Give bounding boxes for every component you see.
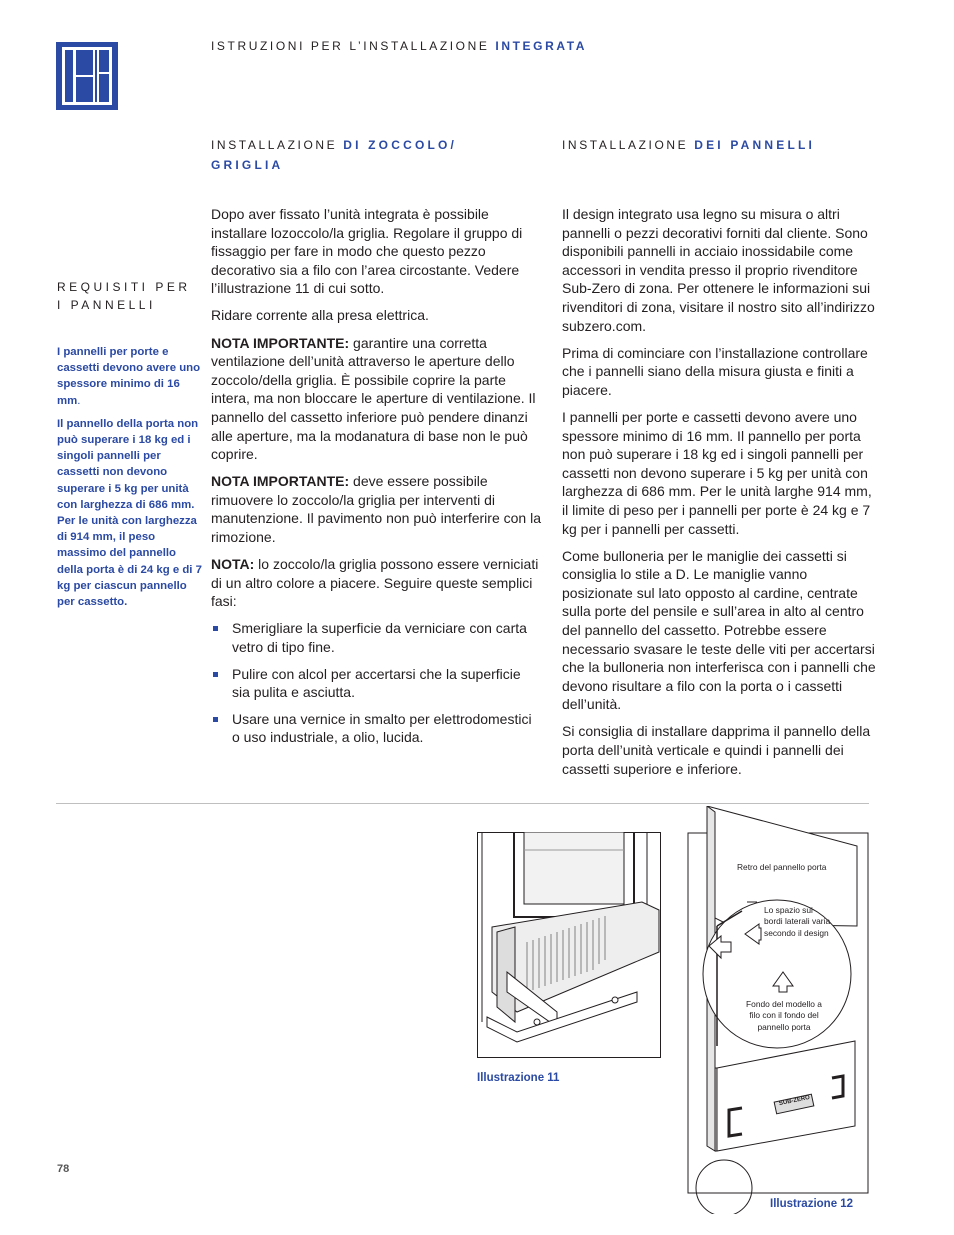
- column-pannelli: [562, 205, 880, 787]
- sidebar-note-paragraph: Il pannello della porta non può superare i 18 kg ed i singoli pannelli per cassetti non devono superare i 5 kg per unità con larghezza di 686 mm. Per le unità con larghezza di 914 mm, il peso massimo del pannello della porta è di 24 kg e di 7 kg per ciascun pannello per cassetto.: [57, 417, 202, 609]
- sidebar-heading-line: I PANNELLI: [57, 298, 156, 312]
- body-paragraph: I pannelli per porte e cassetti devono avere uno spessore minimo di 16 mm. Il pannello per porta non può superare i 18 kg ed i singoli pannelli per cassetti non devono superare i 5 kg per unità con larghezza di 686 mm. Per le unità larghe 914 mm, il limite di peso per i pannelli per porte è 24 kg e 7 kg per i pannelli per cassetti.: [562, 408, 872, 537]
- note-label: NOTA IMPORTANTE:: [211, 473, 350, 490]
- grille-installation-drawing: [477, 832, 661, 1059]
- list-item: Pulire con alcol per accertarsi che la superficie sia pulita e asciutta.: [211, 665, 541, 702]
- label-bottom-flush: Fondo del modello a filo con il fondo del pannello porta: [746, 999, 822, 1032]
- body-paragraph: Come bulloneria per le maniglie dei cassetti si consiglia lo stile a D. Le maniglie vanno posizionate sul lato opposto al cardine, centrate sulla porte del pensile e sull’area in alto al centro del pannello del cassetto. Potrebbe essere necessario svasare le teste delle viti per accertarsi che la bulloneria non interferisca con i pannelli che devono risultare a filo con la porta o i cassetti dell’unità.: [562, 547, 876, 713]
- illustration-11: [477, 832, 661, 1084]
- sidebar-heading: [57, 278, 207, 314]
- column-zoccolo: [211, 205, 541, 755]
- body-paragraph: Il design integrato usa legno su misura o altri pannelli o pezzi decorativi forniti dal cliente. Sono disponibili pannelli in acciaio inossidabile come accessori in vendita presso il proprio rivenditore Sub-Zero di zona. Per ottenere le informazioni sui rivenditori di zona, visitare il nostro sito all’indirizzo subzero.com.: [562, 206, 875, 334]
- page-number: 78: [57, 1163, 70, 1175]
- note-paragraph: NOTA IMPORTANTE: deve essere possibile rimuovere lo zoccolo/la griglia per interventi di manutenzione. Il pavimento non può interferire con la rimozione.: [211, 473, 541, 545]
- steps-list: [211, 619, 541, 747]
- section-heading-emphasis: DI ZOCCOLO/ GRIGLIA: [211, 138, 458, 172]
- body-paragraph: Ridare corrente alla presa elettrica.: [211, 307, 429, 324]
- body-paragraph: Si consiglia di installare dapprima il pannello della porta dell’unità verticale e quindi i pannelli dei cassetti superiore e inferiore.: [562, 723, 871, 777]
- section-heading-zoccolo: [211, 135, 511, 175]
- note-paragraph: NOTA: lo zoccolo/la griglia possono essere verniciati di un altro colore a piacere. Seguire queste semplici fasi:: [211, 556, 539, 610]
- note-paragraph: NOTA IMPORTANTE: garantire una corretta ventilazione dell’unità attraverso le aperture dello zoccolo/della griglia. È possibile coprire la parte intera, ma non bloccare le aperture di ventilazione. Il pannello del cassetto inferiore può pendere dinanzi alle aperture, ma la modanatura di base non le può coprire.: [211, 334, 536, 463]
- section-heading-prefix: INSTALLAZIONE: [211, 138, 338, 152]
- header-title-prefix: ISTRUZIONI PER L’INSTALLAZIONE: [211, 39, 490, 53]
- body-paragraph: Prima di cominciare con l’installazione controllare che i pannelli siano della misura giusta e finiti a piacere.: [562, 344, 868, 398]
- sidebar-heading-line: REQUISITI PER: [57, 280, 191, 294]
- body-paragraph: Dopo aver fissato l’unità integrata è possibile installare lozoccolo/la griglia. Regolare il gruppo di fissaggio per fare in modo che questo pezzo decorativo sia a filo con l’area circostante. Vedere l’illustrazione 11 di cui sotto.: [211, 206, 523, 297]
- section-divider: [56, 803, 869, 804]
- subzero-logo-text: SUB-ZERO: [778, 1094, 811, 1108]
- section-heading-emphasis: DEI PANNELLI: [694, 138, 816, 152]
- illustration-12: [687, 806, 869, 1214]
- note-label: NOTA:: [211, 556, 255, 573]
- figure-11-caption: Illustrazione 11: [477, 1072, 560, 1084]
- label-side-gap: Lo spazio sui bordi laterali varia secondo il design: [764, 905, 831, 938]
- header-title-emphasis: INTEGRATA: [495, 39, 588, 53]
- page-header-title: [211, 39, 587, 53]
- section-heading-prefix: INSTALLAZIONE: [562, 138, 689, 152]
- label-door-back: Retro del pannello porta: [737, 862, 827, 872]
- sidebar-note: [57, 344, 202, 617]
- sidebar-note-paragraph: I pannelli per porte e cassetti devono avere uno spessore minimo di 16 mm.: [57, 346, 201, 407]
- list-item: Smerigliare la superficie da verniciare con carta vetro di tipo fine.: [211, 619, 541, 656]
- section-heading-pannelli: [562, 135, 872, 155]
- list-item: Usare una vernice in smalto per elettrodomestici o uso industriale, a olio, lucida.: [211, 710, 541, 747]
- figure-12-caption: Illustrazione 12: [770, 1198, 854, 1210]
- note-label: NOTA IMPORTANTE:: [211, 334, 350, 351]
- brand-logo-icon: [56, 42, 118, 110]
